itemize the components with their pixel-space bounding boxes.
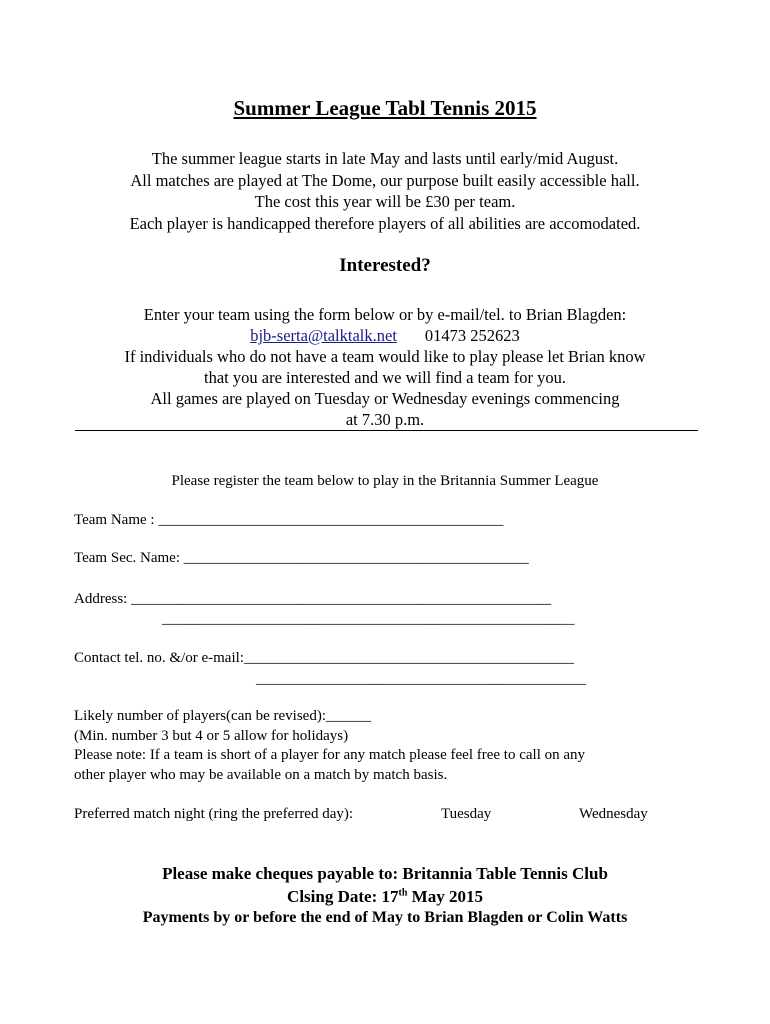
intro-paragraph <box>0 148 770 234</box>
section-divider <box>75 430 698 431</box>
closing-date <box>0 887 770 907</box>
intro-line: Each player is handicapped therefore players of all abilities are accomodated. <box>129 213 641 233</box>
payments-notice: Payments by or before the end of May to Brian Blagden or Colin Watts <box>142 909 628 926</box>
address-field-line-2[interactable]: _______________________________________________________ <box>162 611 575 627</box>
contact-line: All games are played on Tuesday or Wednesday evenings commencing <box>150 389 620 408</box>
preferred-night-label: Preferred match night (ring the preferred day): <box>74 806 354 822</box>
page-title: Summer League Tabl Tennis 2015 <box>233 96 537 120</box>
contact-line: at 7.30 p.m. <box>345 410 425 429</box>
phone-number: 01473 252623 <box>424 326 520 345</box>
closing-date-ordinal: th <box>398 887 408 899</box>
contact-details <box>0 325 770 346</box>
closing-date-suffix: May 2015 <box>407 887 483 906</box>
intro-line: The summer league starts in late May and lasts until early/mid August. <box>151 149 619 168</box>
team-sec-name-field[interactable]: Team Sec. Name: ______________________________________________ <box>74 550 529 566</box>
players-field[interactable]: Likely number of players(can be revised):______ <box>74 708 371 724</box>
tuesday-option[interactable]: Tuesday <box>441 806 492 822</box>
contact-paragraph <box>0 304 770 430</box>
players-note: (Min. number 3 but 4 or 5 allow for holidays) <box>74 728 349 744</box>
contact-line: If individuals who do not have a team would like to play please let Brian know <box>124 347 646 366</box>
contact-line: that you are interested and we will find a team for you. <box>204 368 566 387</box>
interested-heading: Interested? <box>339 255 431 276</box>
closing-date-prefix: Clsing Date: 17 <box>287 887 399 906</box>
form-intro: Please register the team below to play in the Britannia Summer League <box>171 473 599 489</box>
intro-line: The cost this year will be £30 per team. <box>254 192 516 211</box>
shortage-note: Please note: If a team is short of a player for any match please feel free to call on any <box>74 747 586 763</box>
shortage-note-2: other player who may be available on a match by match basis. <box>74 767 448 783</box>
intro-line: All matches are played at The Dome, our purpose built easily accessible hall. <box>130 170 640 190</box>
team-name-field[interactable]: Team Name : ______________________________________________ <box>74 512 504 528</box>
cheques-notice: Please make cheques payable to: Britannia Table Tennis Club <box>162 864 608 883</box>
email-link[interactable]: bjb-serta@talktalk.net <box>250 326 397 345</box>
contact-line: Enter your team using the form below or by e-mail/tel. to Brian Blagden: <box>143 305 627 324</box>
contact-field[interactable]: Contact tel. no. &/or e-mail:____________________________________________ <box>74 650 574 666</box>
contact-field-line-2[interactable]: ____________________________________________ <box>256 671 586 687</box>
wednesday-option[interactable]: Wednesday <box>579 806 648 822</box>
address-field[interactable]: Address: ________________________________________________________ <box>74 591 552 607</box>
